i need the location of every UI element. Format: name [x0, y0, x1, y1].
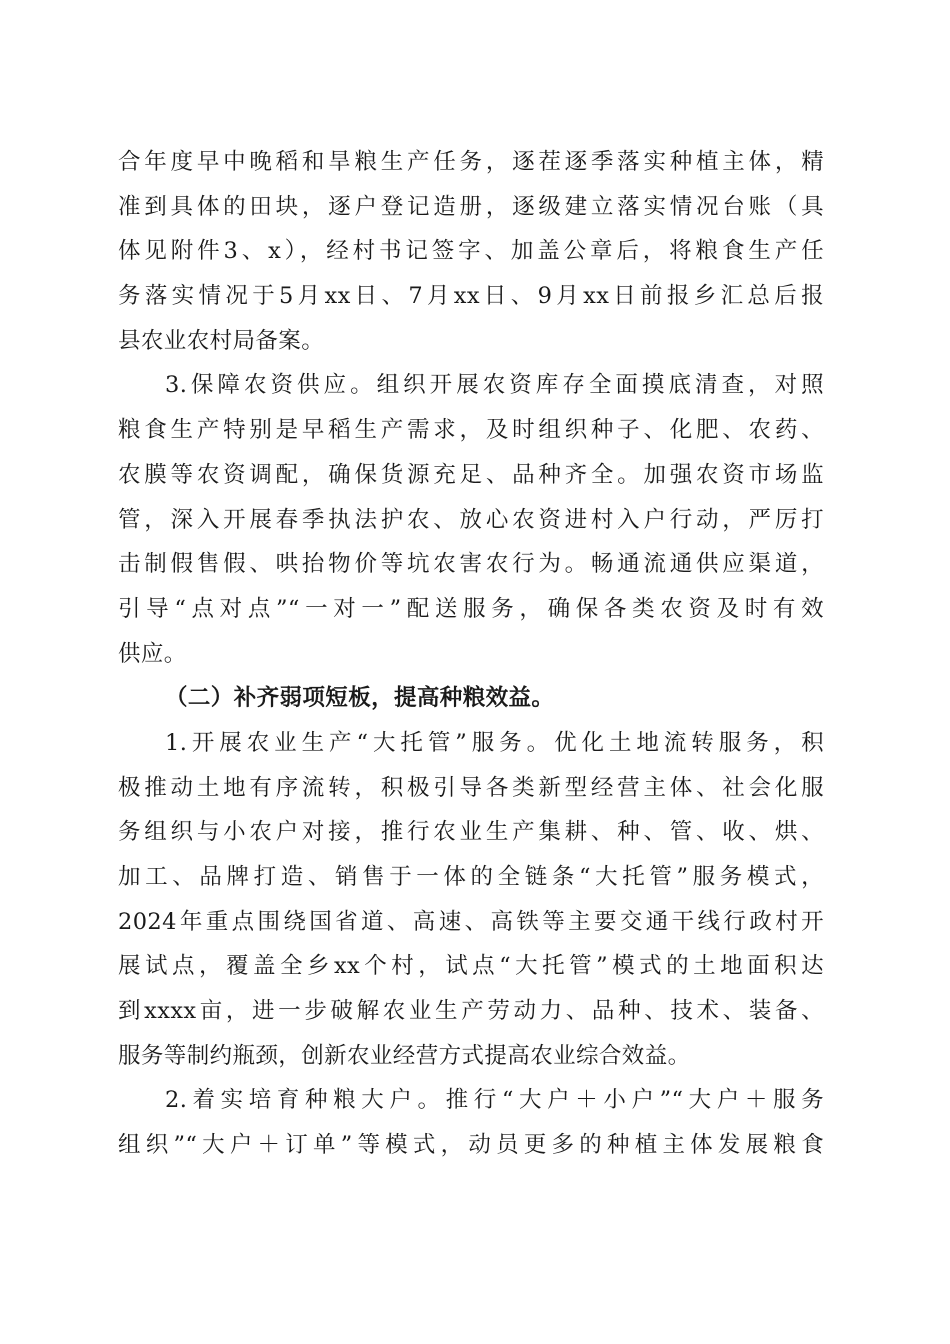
text-line: 服务等制约瓶颈，创新农业经营方式提高农业综合效益。	[118, 1042, 691, 1069]
text-line: 加工、品牌打造、销售于一体的全链条“大托管”服务模式，	[118, 864, 824, 890]
paragraph-3-start: 3.保障农资供应。组织开展农资库存全面摸底清查，对照	[165, 372, 824, 399]
text-line: 体见附件3、x），经村书记签字、加盖公章后，将粮食生产任	[118, 238, 824, 265]
text-line: 准到具体的田块，逐户登记造册，逐级建立落实情况台账（具	[118, 193, 824, 220]
text-line: 县农业农村局备案。	[118, 327, 325, 354]
text-line: 击制假售假、哄抬物价等坑农害农行为。畅通流通供应渠道，	[118, 551, 824, 578]
document-body	[118, 140, 824, 1168]
text-line: 到xxxx亩，进一步破解农业生产劳动力、品种、技术、装备、	[118, 998, 824, 1025]
paragraph-2-start: 2.着实培育种粮大户。推行“大户＋小户”“大户＋服务	[165, 1087, 824, 1114]
section-heading: （二）补齐弱项短板，提高种粮效益。	[165, 685, 555, 712]
text-line: 极推动土地有序流转，积极引导各类新型经营主体、社会化服	[118, 774, 824, 801]
text-line: 展试点，覆盖全乡xx个村，试点“大托管”模式的土地面积达	[118, 953, 824, 980]
text-line: 供应。	[118, 640, 187, 667]
text-line: 管，深入开展春季执法护农、放心农资进村入户行动，严厉打	[118, 506, 824, 533]
text-line: 务组织与小农户对接，推行农业生产集耕、种、管、收、烘、	[118, 819, 824, 846]
text-line: 粮食生产特别是早稻生产需求，及时组织种子、化肥、农药、	[118, 417, 824, 444]
paragraph-1-start: 1.开展农业生产“大托管”服务。优化土地流转服务，积	[165, 729, 824, 756]
text-line: 合年度早中晚稻和旱粮生产任务，逐茬逐季落实种植主体，精	[118, 149, 824, 175]
text-line: 引导“点对点”“一对一”配送服务，确保各类农资及时有效	[118, 595, 824, 622]
text-line: 2024年重点围绕国省道、高速、高铁等主要交通干线行政村开	[118, 908, 824, 935]
text-line: 农膜等农资调配，确保货源充足、品种齐全。加强农资市场监	[118, 461, 824, 488]
text-line: 组织”“大户＋订单”等模式，动员更多的种植主体发展粮食	[118, 1132, 824, 1159]
text-line: 务落实情况于5月xx日、7月xx日、9月xx日前报乡汇总后报	[118, 283, 824, 310]
